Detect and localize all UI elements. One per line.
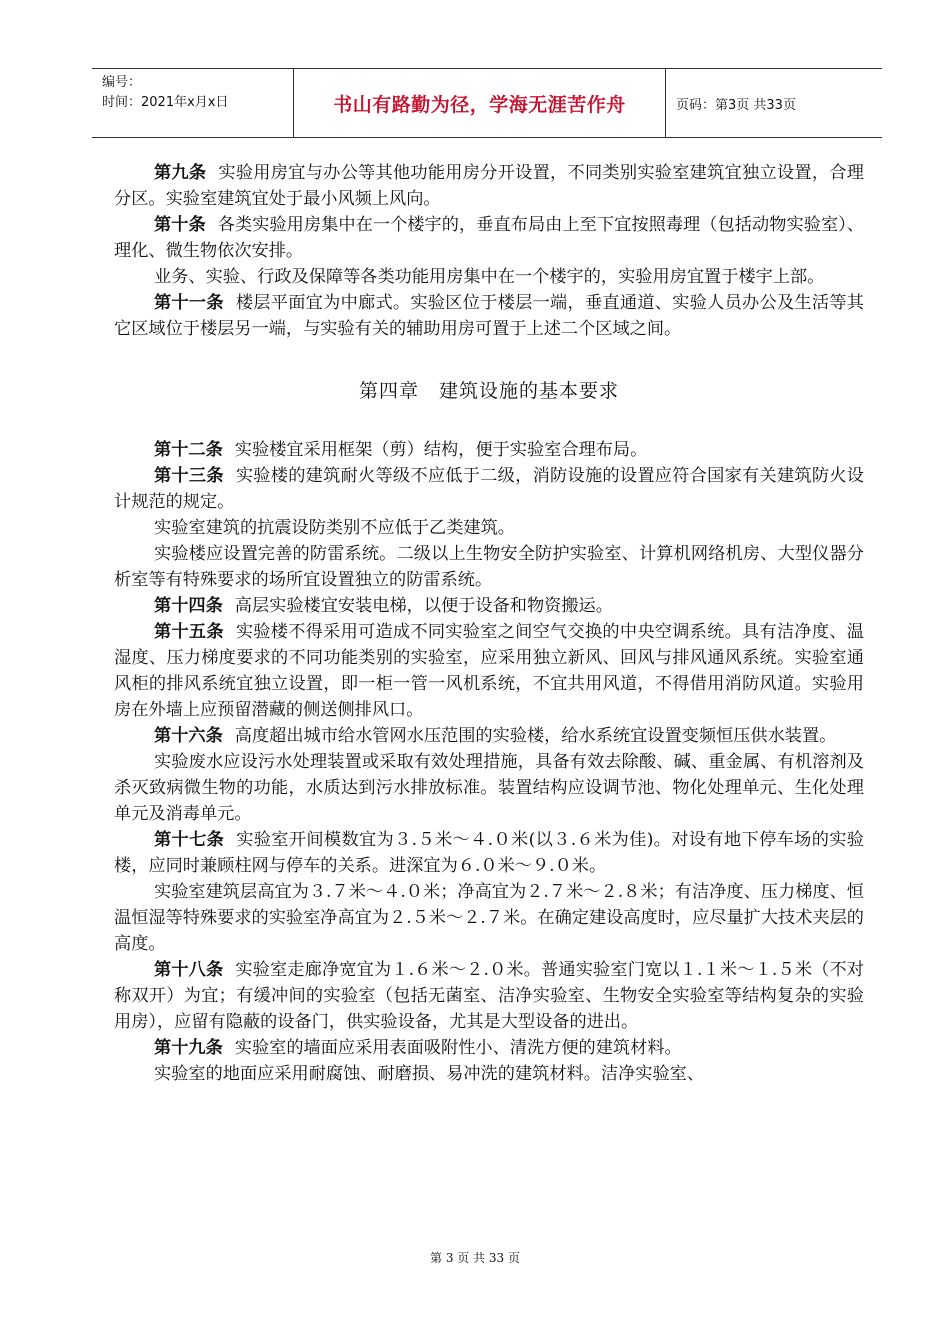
article-number: 第十一条 — [154, 293, 224, 313]
paragraph-text: 高层实验楼宜安装电梯，以便于设备和物资搬运。 — [234, 596, 613, 616]
paragraph — [114, 619, 864, 723]
paragraph-text: 实验废水应设污水处理装置或采取有效处理措施，具备有效去除酸、碱、重金属、有机溶剂及杀灭致病微生物的功能，水质达到污水排放标准。装置结构应设调节池、物化处理单元、生化处理单元及消毒单元。 — [114, 752, 864, 824]
header-motto-cell — [294, 69, 666, 137]
paragraph-text: 实验室开间模数宜为３.５米～４.０米(以３.６米为佳)。对设有地下停车场的实验楼，应同时兼顾柱网与停车的关系。进深宜为６.０米～９.０米。 — [114, 830, 864, 876]
paragraph — [114, 827, 864, 879]
article-number: 第十七条 — [154, 830, 225, 850]
paragraph-text: 业务、实验、行政及保障等各类功能用房集中在一个楼宇的，实验用房宜置于楼宇上部。 — [154, 267, 825, 287]
header-page-cell — [666, 69, 882, 137]
article-number: 第十四条 — [154, 596, 223, 616]
paragraph — [114, 264, 864, 290]
paragraph — [114, 879, 864, 957]
article-number: 第十三条 — [154, 466, 224, 486]
article-number: 第十八条 — [154, 960, 224, 980]
paragraph — [114, 212, 864, 264]
paragraph — [114, 749, 864, 827]
paragraph — [114, 593, 864, 619]
paragraph-text: 实验楼不得采用可造成不同实验室之间空气交换的中央空调系统。具有洁净度、温湿度、压力梯度要求的不同功能类别的实验室，应采用独立新风、回风与排风通风系统。实验室通风柜的排风系统宜独立设置，即一柜一管一风机系统，不宜共用风道，不得借用消防风道。实验用房在外墙上应预留潜藏的侧送侧排风口。 — [114, 622, 864, 720]
article-number: 第十九条 — [154, 1038, 223, 1058]
paragraph-text: 高度超出城市给水管网水压范围的实验楼，给水系统宜设置变频恒压供水装置。 — [234, 726, 837, 746]
paragraph-text: 实验室建筑的抗震设防类别不应低于乙类建筑。 — [154, 518, 515, 538]
paragraph-text: 实验楼应设置完善的防雷系统。二级以上生物安全防护实验室、计算机网络机房、大型仪器分析室等有特殊要求的场所宜设置独立的防雷系统。 — [114, 544, 864, 590]
article-number: 第十五条 — [154, 622, 224, 642]
chapter-title: 第四章 建筑设施的基本要求 — [358, 380, 619, 402]
paragraph-text: 实验室的地面应采用耐腐蚀、耐磨损、易冲洗的建筑材料。洁净实验室、 — [154, 1064, 705, 1084]
paragraph — [114, 723, 864, 749]
document-body — [114, 160, 864, 1087]
paragraph-text: 实验室走廊净宽宜为１.６米～２.０米。普通实验室门宽以１.１米～１.５米（不对称双开）为宜；有缓冲间的实验室（包括无菌室、洁净实验室、生物安全实验室等结构复杂的实验用房），应留有隐蔽的设备门，供实验设备，尤其是大型设备的进出。 — [114, 960, 864, 1032]
paragraph-text: 实验室的墙面应采用表面吸附性小、清洗方便的建筑材料。 — [234, 1038, 682, 1058]
header-time-label: 时间：2021年x月x日 — [102, 95, 229, 110]
paragraph — [114, 957, 864, 1035]
article-number: 第十二条 — [154, 440, 223, 460]
paragraph — [114, 437, 864, 463]
header-number-label: 编号： — [102, 75, 142, 90]
paragraph-text: 各类实验用房集中在一个楼宇的，垂直布局由上至下宜按照毒理（包括动物实验室）、理化、微生物依次安排。 — [114, 215, 864, 261]
paragraph — [114, 541, 864, 593]
paragraph-text: 实验楼宜采用框架（剪）结构，便于实验室合理布局。 — [234, 440, 648, 460]
paragraph — [114, 515, 864, 541]
paragraph — [114, 463, 864, 515]
paragraph-text: 实验用房宜与办公等其他功能用房分开设置，不同类别实验室建筑宜独立设置，合理分区。实验室建筑宜处于最小风频上风向。 — [114, 163, 864, 209]
page-footer: 第 3 页 共 33 页 — [430, 1251, 520, 1265]
paragraph-text: 实验室建筑层高宜为３.７米～４.０米；净高宜为２.７米～２.８米；有洁净度、压力梯度、恒温恒湿等特殊要求的实验室净高宜为２.５米～２.７米。在确定建设高度时，应尽量扩大技术夹层的高度。 — [114, 882, 864, 954]
paragraph-text: 实验楼的建筑耐火等级不应低于二级，消防设施的设置应符合国家有关建筑防火设计规范的规定。 — [114, 466, 864, 512]
paragraph — [114, 1035, 864, 1061]
article-number: 第十六条 — [154, 726, 223, 746]
paragraph-text: 楼层平面宜为中廊式。实验区位于楼层一端，垂直通道、实验人员办公及生活等其它区域位于楼层另一端，与实验有关的辅助用房可置于上述二个区域之间。 — [114, 293, 864, 339]
page-header — [92, 68, 882, 138]
paragraph — [114, 1061, 864, 1087]
article-number: 第九条 — [154, 163, 207, 183]
article-number: 第十条 — [154, 215, 206, 235]
paragraph — [114, 160, 864, 212]
header-page-label: 页码：第3页 共33页 — [676, 97, 796, 113]
header-motto: 书山有路勤为径，学海无涯苦作舟 — [333, 93, 626, 116]
paragraphs-section-3 — [114, 160, 864, 342]
header-meta — [92, 69, 294, 137]
paragraphs-section-4 — [114, 437, 864, 1087]
paragraph — [114, 290, 864, 342]
